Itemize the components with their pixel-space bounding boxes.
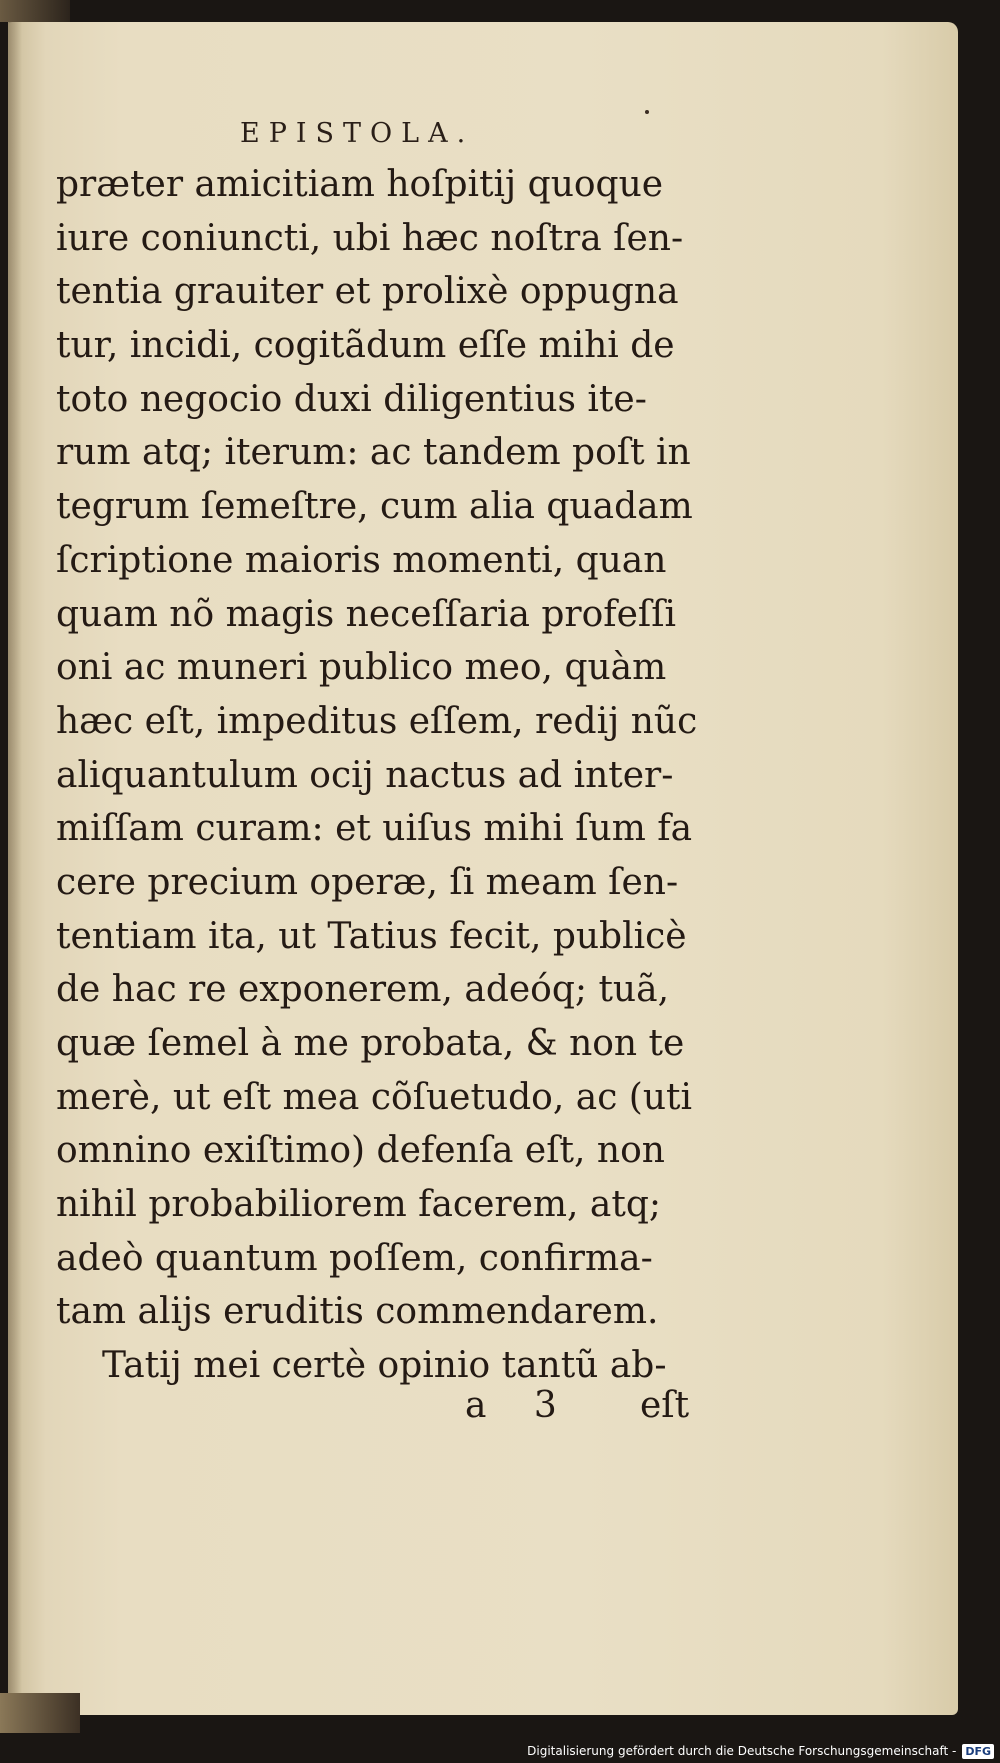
text-line: quæ ſemel à me probata, & non te: [56, 1023, 685, 1064]
text-line: tam alijs eruditis commendarem.: [56, 1291, 659, 1333]
body-text: [56, 158, 706, 1393]
text-line: tentia grauiter et prolixè oppugna: [56, 271, 679, 313]
text-line: ſcriptione maioris momenti, quan: [56, 539, 667, 581]
text-line: merè, ut eſt mea cõſuetudo, ac (uti: [56, 1076, 693, 1118]
text-line: miſſam curam: et uiſus mihi ſum fa: [56, 808, 693, 850]
text-line: præter amicitiam hoſpitij quoque: [56, 164, 664, 205]
page-gutter-shadow: [8, 22, 22, 1715]
text-line: adeò quantum poſſem, confirma-: [56, 1237, 653, 1279]
text-line: rum atq; iterum: ac tandem poſt in: [56, 432, 691, 474]
credit-text: Digitalisierung gefördert durch die Deutsche Forschungsgemeinschaft -: [527, 1744, 957, 1758]
ink-dot: [645, 110, 649, 114]
text-line: tur, incidi, cogitãdum eſſe mihi de: [56, 325, 675, 367]
text-line: tentiam ita, ut Tatius fecit, publicè: [56, 915, 687, 957]
catchword: eſt: [640, 1385, 690, 1426]
paper-damage-bottom: [0, 1693, 80, 1733]
paper-damage-top: [0, 0, 70, 22]
running-title: EPISTOLA.: [240, 118, 475, 149]
text-line: hæc eſt, impeditus eſſem, redij nũc: [56, 700, 698, 742]
text-line: de hac re exponerem, adeóq; tuã,: [56, 969, 670, 1011]
paragraph-first-line: Tatij mei certè opinio tantũ ab-: [102, 1345, 667, 1387]
signature-mark: a 3: [465, 1385, 575, 1426]
text-line: tegrum ſemeſtre, cum alia quadam: [56, 486, 693, 528]
text-line: quam nõ magis neceſſaria profeſſi: [56, 593, 677, 635]
text-line: oni ac muneri publico meo, quàm: [56, 647, 667, 689]
text-line: omnino exiſtimo) defenſa eſt, non: [56, 1130, 665, 1172]
text-line: iure coniuncti, ubi hæc noſtra ſen-: [56, 217, 684, 259]
text-line: cere precium operæ, ſi meam ſen-: [56, 861, 679, 903]
text-line: toto negocio duxi diligentius ite-: [56, 378, 647, 420]
digitization-credit: [527, 1741, 994, 1761]
dfg-logo: DFG: [962, 1744, 994, 1759]
text-line: nihil probabiliorem facerem, atq;: [56, 1184, 662, 1226]
text-line: aliquantulum ocij nactus ad inter-: [56, 754, 674, 796]
